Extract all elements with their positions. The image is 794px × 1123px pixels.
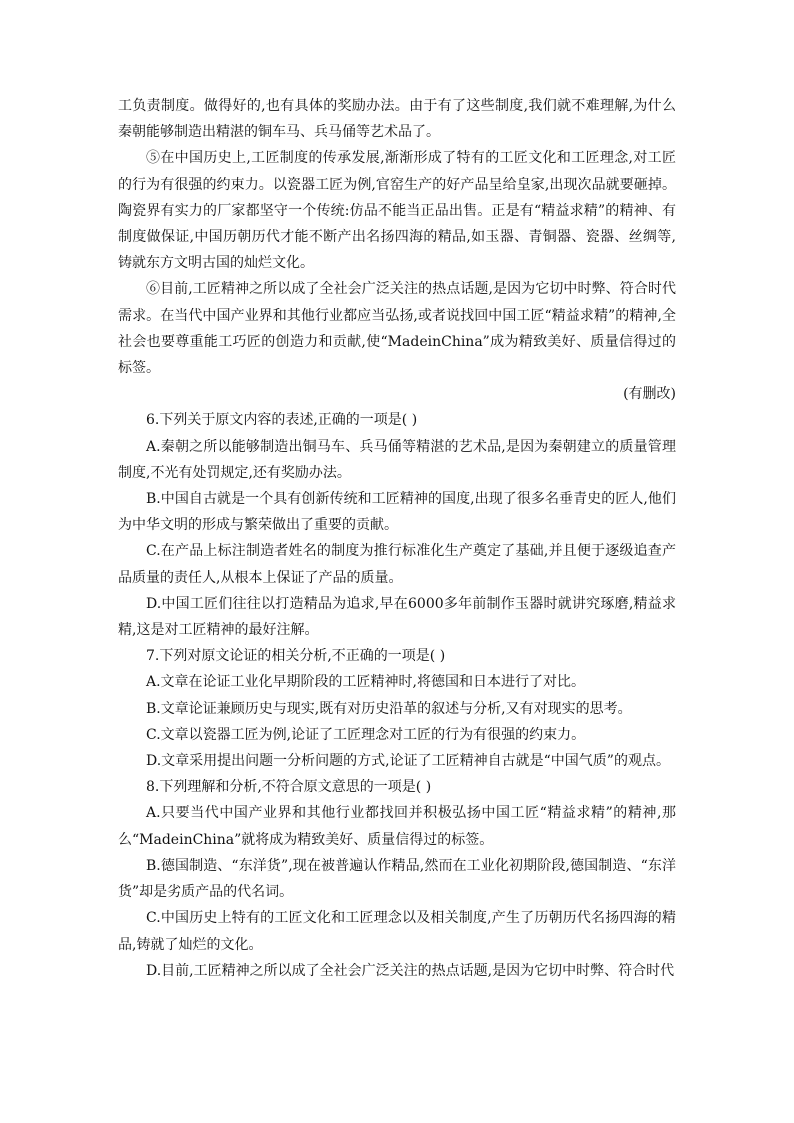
passage-paragraph-6: ⑥目前,工匠精神之所以成了全社会广泛关注的热点话题,是因为它切中时弊、符合时代需求。在当代中国产业界和其他行业都应当弘扬,或者说找回中国工匠“精益求精”的精神,全社会也要尊重能工巧匠的创造力和贡献,使“MadeinChina”成为精致美好、质量信得过的标签。 (118, 281, 676, 377)
passage-paragraph-continued: 工负责制度。做得好的,也有具体的奖励办法。由于有了这些制度,我们就不难理解,为什么秦朝能够制造出精湛的铜车马、兵马俑等艺术品了。 (118, 98, 676, 141)
question-7-option-c: C.文章以瓷器工匠为例,论证了工匠理念对工匠的行为有很强的约束力。 (146, 726, 586, 743)
question-7-option-a: A.文章在论证工业化早期阶段的工匠精神时,将德国和日本进行了对比。 (146, 674, 586, 691)
question-6-option-c: C.在产品上标注制造者姓名的制度为推行标准化生产奠定了基础,并且便于逐级追查产品质量的责任人,从根本上保证了产品的质量。 (118, 543, 676, 586)
question-8-option-c: C.中国历史上特有的工匠文化和工匠理念以及相关制度,产生了历朝历代名扬四海的精品,铸就了灿烂的文化。 (118, 910, 676, 953)
question-8-option-a: A.只要当代中国产业界和其他行业都找回并积极弘扬中国工匠“精益求精”的精神,那么“MadeinChina”就将成为精致美好、质量信得过的标签。 (118, 805, 676, 848)
question-6-stem: 6.下列关于原文内容的表述,正确的一项是( ) (146, 412, 418, 429)
question-8-option-b: B.德国制造、“东洋货”,现在被普遍认作精品,然而在工业化初期阶段,德国制造、“东洋货”却是劣质产品的代名词。 (118, 857, 676, 901)
question-7-stem: 7.下列对原文论证的相关分析,不正确的一项是( ) (146, 648, 446, 665)
passage-paragraph-5: ⑤在中国历史上,工匠制度的传承发展,渐渐形成了特有的工匠文化和工匠理念,对工匠的行为有很强的约束力。以瓷器工匠为例,官窑生产的好产品呈给皇家,出现次品就要砸掉。陶瓷界有实力的厂家都坚守一个传统:仿品不能当正品出售。正是有“精益求精”的精神、有制度做保证,中国历朝历代才能不断产出名扬四海的精品,如玉器、青铜器、瓷器、丝绸等,铸就东方文明古国的灿烂文化。 (118, 150, 676, 272)
question-6-option-d: D.中国工匠们往往以打造精品为追求,早在6000多年前制作玉器时就讲究琢磨,精益求精,这是对工匠精神的最好注解。 (118, 595, 676, 639)
question-7-option-d: D.文章采用提出问题一分析问题的方式,论证了工匠精神自古就是“中国气质”的观点。 (146, 753, 670, 770)
question-6-option-b: B.中国自古就是一个具有创新传统和工匠精神的国度,出现了很多名垂青史的匠人,他们为中华文明的形成与繁荣做出了重要的贡献。 (118, 491, 676, 534)
source-note: (有删改) (623, 386, 676, 403)
question-7-option-b: B.文章论证兼顾历史与现实,既有对历史沿革的叙述与分析,又有对现实的思考。 (146, 700, 632, 717)
question-6-option-a: A.秦朝之所以能够制造出铜马车、兵马俑等精湛的艺术品,是因为秦朝建立的质量管理制度,不光有处罚规定,还有奖励办法。 (118, 438, 676, 481)
question-8-option-d: D.目前,工匠精神之所以成了全社会广泛关注的热点话题,是因为它切中时弊、符合时代 (146, 962, 675, 979)
document-content (118, 93, 676, 984)
question-8-stem: 8.下列理解和分析,不符合原文意思的一项是( ) (146, 779, 432, 796)
